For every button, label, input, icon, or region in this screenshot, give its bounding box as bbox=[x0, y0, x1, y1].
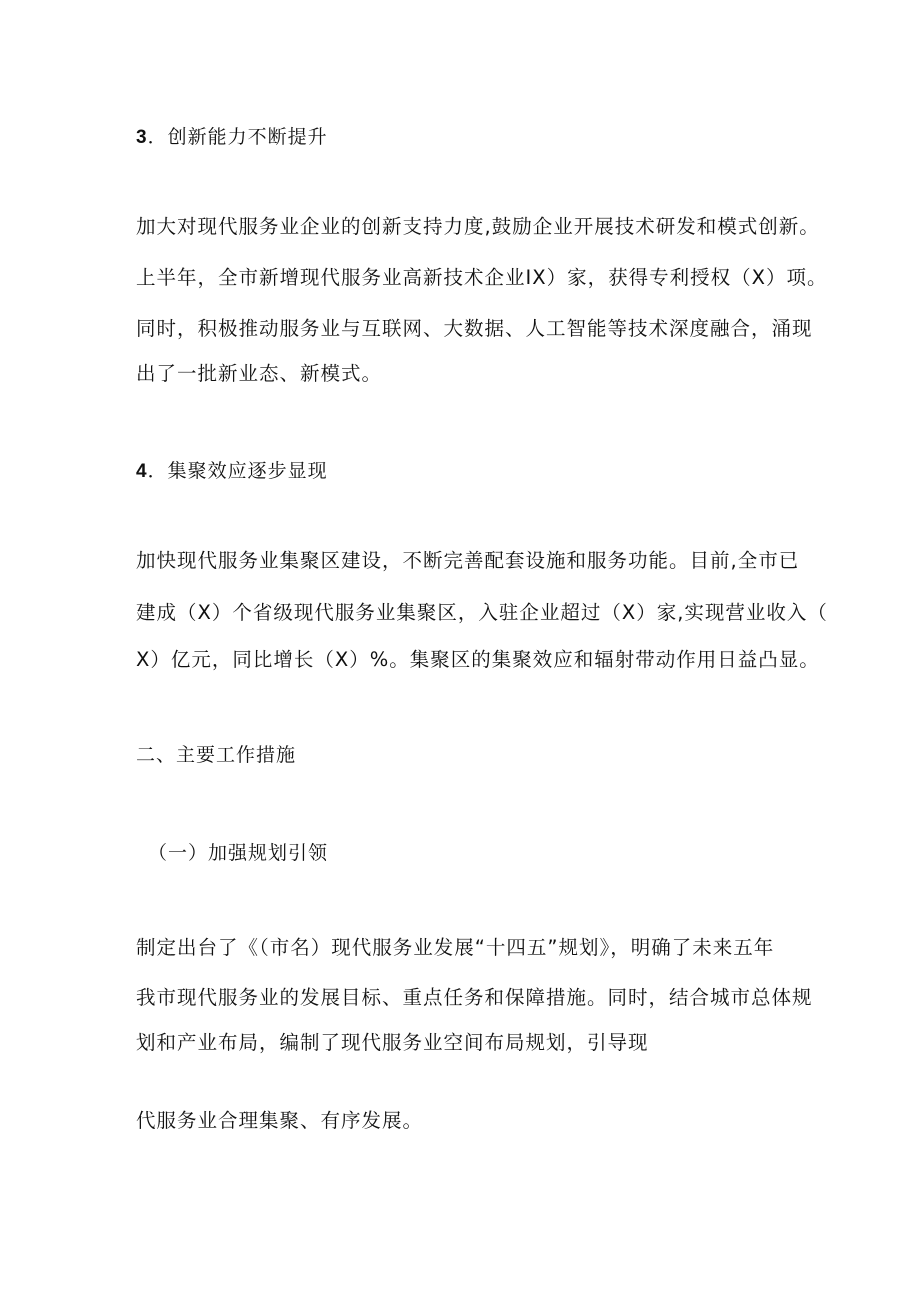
part-2-line-2: 我市现代服务业的发展目标、重点任务和保障措施。同时，结合城市总体规 bbox=[136, 986, 813, 1009]
section-4-number: 4 bbox=[136, 461, 148, 482]
section-3-heading bbox=[136, 124, 328, 151]
section-4-title: ．集聚效应逐步显现 bbox=[147, 460, 328, 482]
section-4-line-2: 建成（X）个省级现代服务业集聚区，入驻企业超过（X）家,实现营业收入（ bbox=[136, 601, 828, 624]
part-2-title: 二、主要工作措施 bbox=[136, 744, 297, 766]
section-3-line-3: 同时，积极推动服务业与互联网、大数据、人工智能等技术深度融合，涌现 bbox=[136, 317, 813, 340]
part-2-subtitle: （一）加强规划引领 bbox=[148, 842, 329, 864]
section-4-heading bbox=[136, 458, 328, 485]
section-4-line-1: 加快现代服务业集聚区建设，不断完善配套设施和服务功能。目前,全市已 bbox=[136, 549, 800, 572]
section-3-line-4: 出了一批新业态、新模式。 bbox=[136, 362, 383, 385]
part-2-line-3: 划和产业布局，编制了现代服务业空间布局规划，引导现 bbox=[136, 1031, 649, 1054]
section-4-line-3: X）亿元，同比增长（X）%。集聚区的集聚效应和辐射带动作用日益凸显。 bbox=[136, 648, 820, 671]
section-3-title: ．创新能力不断提升 bbox=[147, 126, 328, 148]
part-2-line-1: 制定出台了《（市名）现代服务业发展“十四五”规划》，明确了未来五年 bbox=[136, 936, 775, 959]
section-3-line-2: 上半年，全市新增现代服务业高新技术企业IX）家，获得专利授权（X）项。 bbox=[136, 266, 828, 289]
part-2-line-4: 代服务业合理集聚、有序发展。 bbox=[136, 1109, 424, 1132]
section-3-line-1: 加大对现代服务业企业的创新支持力度,鼓励企业开展技术研发和模式创新。 bbox=[136, 215, 820, 238]
section-3-number: 3 bbox=[136, 127, 148, 148]
